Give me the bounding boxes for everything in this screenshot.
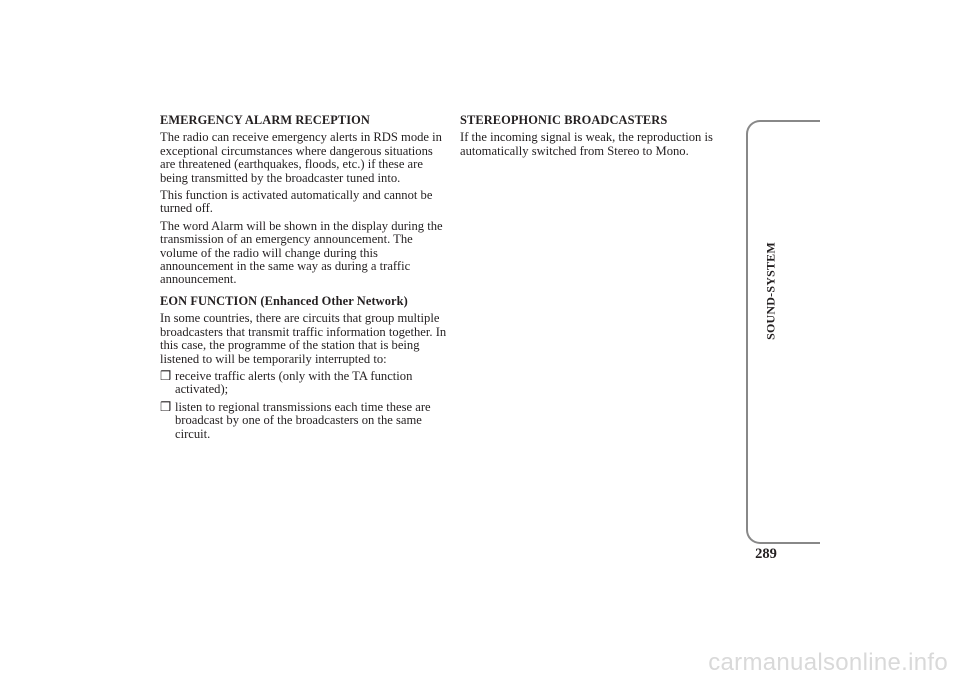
- emergency-paragraph-1: The radio can receive emergency alerts in RDS mode in exceptional circumstances where dangerous situations are threatened (earthquakes, floods, etc.) if these are being transmitted by the broadcaster tuned into.: [160, 130, 442, 185]
- stereophonic-heading: STEREOPHONIC BROADCASTERS: [460, 113, 668, 127]
- eon-function-heading: EON FUNCTION (Enhanced Other Network): [160, 293, 408, 308]
- emergency-paragraph-2: This function is activated automatically and cannot be turned off.: [160, 188, 433, 216]
- bullet-item: [160, 370, 450, 397]
- checkbox-bullet-icon: ❒: [160, 399, 172, 414]
- watermark: carmanualsonline.info: [708, 649, 948, 676]
- stereophonic-paragraph: If the incoming signal is weak, the reproduction is automatically switched from Stereo to Mono.: [460, 130, 713, 158]
- left-column: [160, 114, 450, 445]
- right-column: [460, 114, 730, 162]
- section-tab-label: [764, 206, 778, 376]
- checkbox-bullet-icon: ❒: [160, 368, 172, 383]
- bullet-text: receive traffic alerts (only with the TA function activated);: [175, 368, 413, 397]
- eon-intro-paragraph: In some countries, there are circuits that group multiple broadcasters that transmit traffic information together. In this case, the programme of the station that is being listened to will be temporarily interrupted to:: [160, 311, 447, 366]
- section-tab-text: SOUND-SYSTEM: [763, 242, 778, 340]
- emergency-paragraph-3: The word Alarm will be shown in the display during the transmission of an emergency announcement. The volume of the radio will change during this announcement in the same way as during a traffic announcement.: [160, 218, 443, 287]
- bullet-item: [160, 401, 450, 441]
- bullet-text: listen to regional transmissions each time these are broadcast by one of the broadcasters on the same circuit.: [175, 399, 431, 441]
- emergency-alarm-heading: EMERGENCY ALARM RECEPTION: [160, 113, 370, 127]
- page-number: 289: [755, 546, 777, 562]
- section-tab: [746, 120, 820, 544]
